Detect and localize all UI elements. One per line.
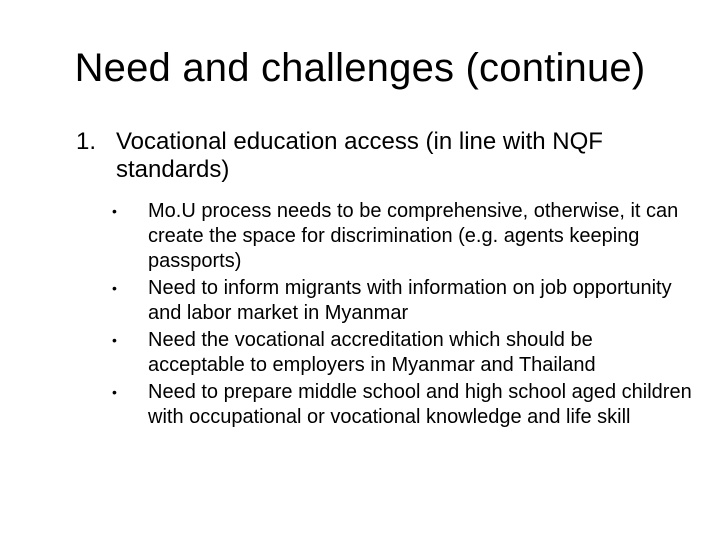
item-number: 1. [76,128,97,155]
bullet-item [112,328,692,378]
bullet-icon: • [112,280,117,296]
bullet-list [112,199,692,432]
bullet-text: Need to inform migrants with information on job opportunity and labor market in Myanmar [148,277,672,324]
bullet-item [112,276,692,326]
bullet-icon: • [112,203,117,219]
bullet-text: Need to prepare middle school and high school aged children with occupational or vocational knowledge and life skill [148,381,692,428]
bullet-icon: • [112,384,117,400]
bullet-icon: • [112,332,117,348]
bullet-text: Mo.U process needs to be comprehensive, otherwise, it can create the space for discrimination (e.g. agents keeping passports) [148,200,679,272]
bullet-text: Need the vocational accreditation which should be acceptable to employers in Myanmar and Thailand [148,329,596,376]
item-text: Vocational education access (in line with NQF standards) [116,128,603,183]
bullet-item [112,199,692,274]
slide-title: Need and challenges (continue) [74,46,646,90]
bullet-item [112,380,692,430]
